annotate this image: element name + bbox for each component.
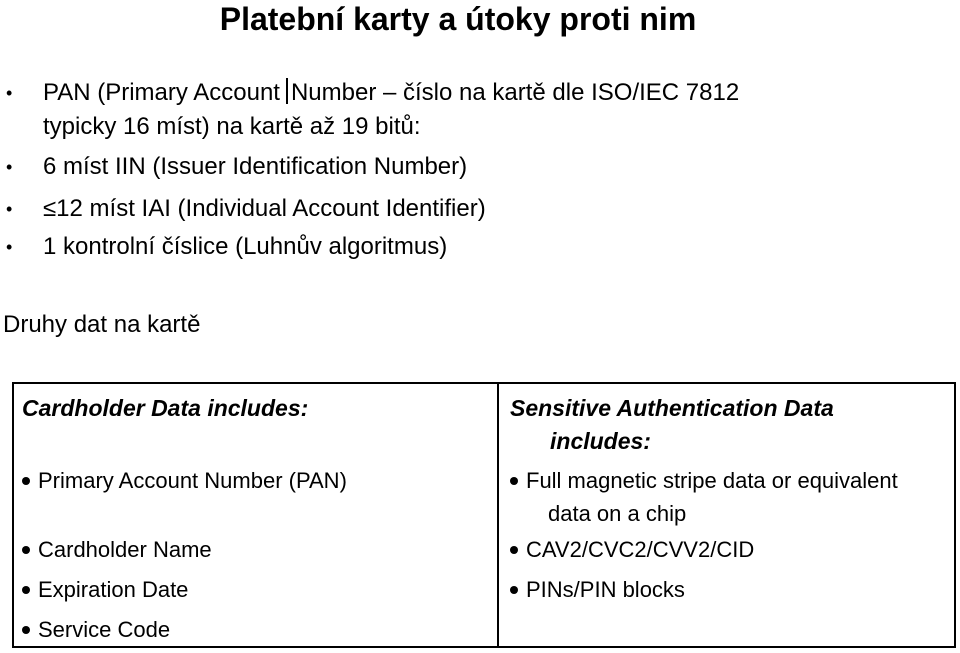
list-item: Service Code (22, 613, 170, 646)
bullet-icon (22, 586, 30, 594)
list-item: Full magnetic stripe data or equivalent (510, 464, 898, 497)
sensitive-data-heading-line2: includes: (550, 428, 651, 454)
bullet-pan-line2: typicky 16 míst) na kartě až 19 bitů: (43, 113, 421, 140)
bullet-pan-part2: Number – číslo na kartě dle ISO/IEC 7812 (290, 79, 740, 106)
bullet-icon (510, 477, 518, 485)
column-divider (497, 384, 499, 646)
card-data-table (12, 382, 956, 648)
section-heading: Druhy dat na kartě (3, 311, 201, 338)
bullet-icon (22, 626, 30, 634)
bullet-icon: • (6, 199, 13, 219)
bullet-icon: • (6, 237, 13, 257)
bullet-pan-part1: PAN (Primary Account (43, 79, 280, 106)
bullet-icon (510, 586, 518, 594)
bullet-check-text: 1 kontrolní číslice (Luhnův algoritmus) (43, 233, 448, 260)
bullet-icon: • (6, 157, 13, 177)
bullet-icon (22, 546, 30, 554)
bullet-icon (510, 546, 518, 554)
cardholder-data-heading: Cardholder Data includes: (22, 395, 309, 421)
list-item: CAV2/CVC2/CVV2/CID (510, 533, 754, 566)
list-item-continued: data on a chip (548, 501, 687, 526)
list-item: Expiration Date (22, 573, 188, 606)
list-item: PINs/PIN blocks (510, 573, 685, 606)
list-item: Cardholder Name (22, 533, 212, 566)
text-cursor-icon (286, 78, 288, 104)
bullet-iai-text: ≤12 míst IAI (Individual Account Identifier) (43, 195, 486, 222)
page-title: Platební karty a útoky proti nim (219, 1, 697, 37)
list-item: Primary Account Number (PAN) (22, 464, 347, 497)
bullet-iin-text: 6 míst IIN (Issuer Identification Number) (43, 153, 468, 180)
bullet-icon: • (6, 83, 13, 103)
sensitive-data-heading: Sensitive Authentication Data (510, 395, 834, 421)
bullet-icon (22, 477, 30, 485)
